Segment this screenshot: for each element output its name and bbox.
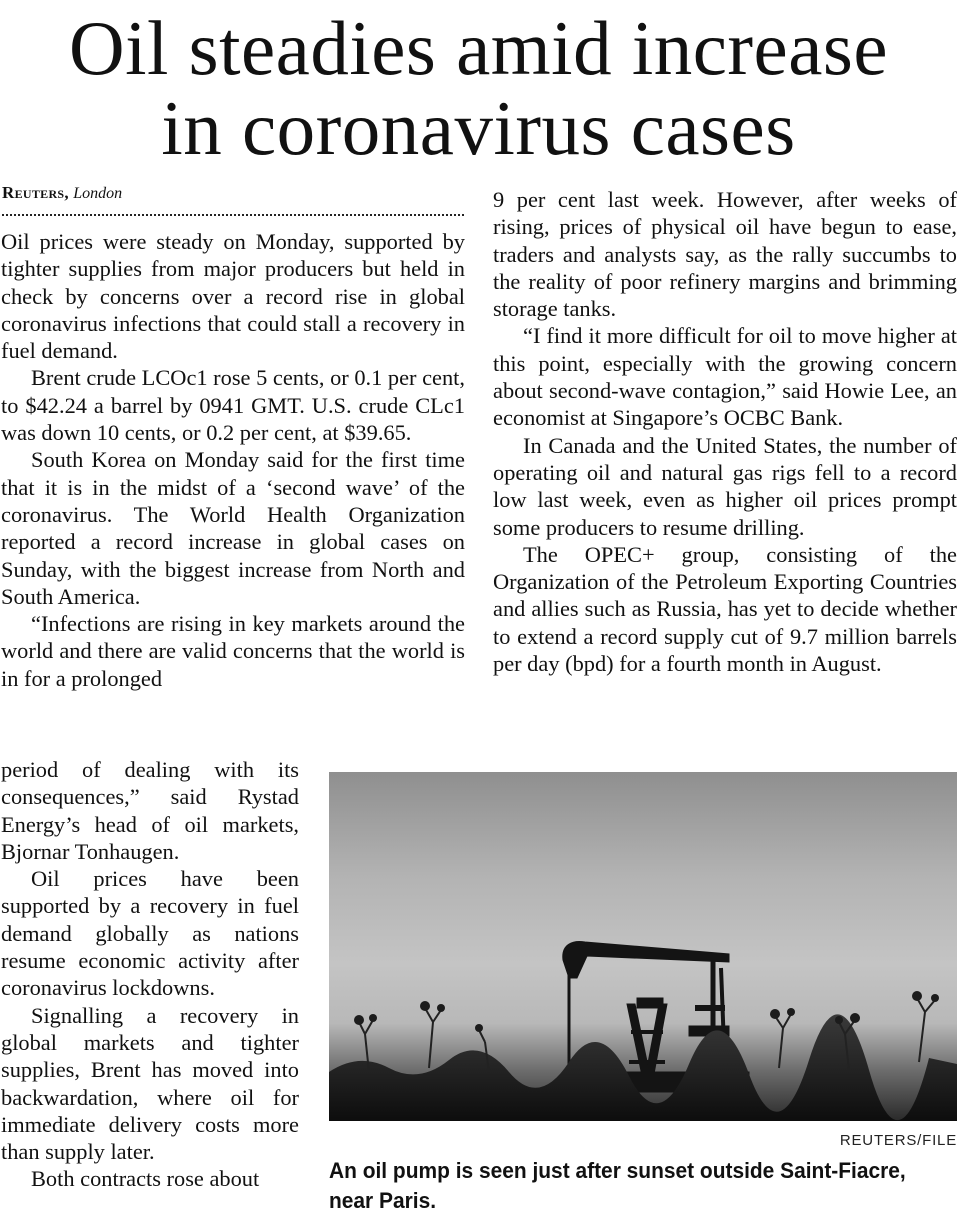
paragraph: Brent crude LCOc1 rose 5 cents, or 0.1 per cent, to $42.24 a barrel by 0941 GMT. U.S. crude CLc1 was down 10 cents, or 0.2 per cent, at $39.65. [1,365,465,446]
paragraph: South Korea on Monday said for the first time that it is in the midst of a ‘second wave’ of the coronavirus. The World Health Organization reported a record increase in global cases on Sunday, with the biggest increase from North and South America. [1,447,465,609]
paragraph: Oil prices have been supported by a recovery in fuel demand globally as nations resume economic activity after coronavirus lockdowns. [1,866,299,1001]
paragraph: “Infections are rising in key markets around the world and there are valid concerns that the world is in for a prolonged [1,611,465,691]
paragraph: In Canada and the United States, the number of operating oil and natural gas rigs fell to a record low last week, even as higher oil prices prompt some producers to resume drilling. [493,432,957,540]
article-column-2 [493,186,957,677]
byline-location: London [73,185,123,202]
paragraph: The OPEC+ group, consisting of the Organization of the Petroleum Exporting Countries and allies such as Russia, has yet to decide whether to extend a record supply cut of 9.7 million barrels per day (bpd) for a fourth month in August. [493,541,957,677]
paragraph: Both contracts rose about [31,1166,260,1192]
photo-caption: An oil pump is seen just after sunset outside Saint-Fiacre, near Paris. [329,1158,906,1213]
oil-pump-silhouette [329,772,957,1121]
headline [0,5,957,171]
paragraph: “I find it more difficult for oil to move higher at this point, especially with the growing concern about second-wave contagion,” said Howie Lee, an economist at Singapore’s OCBC Bank. [493,323,957,431]
article-column-1 [1,228,465,692]
headline-line-2: in coronavirus cases [161,85,796,171]
article-column-1-continued [1,756,299,1193]
oil-pump-photo [329,772,957,1121]
paragraph: Oil prices were steady on Monday, supported by tighter supplies from major producers but held in check by concerns over a record rise in global coronavirus infections that could stall a recovery in fuel demand. [1,229,465,364]
byline-agency: Reuters, [2,183,69,202]
byline [2,182,464,216]
paragraph: Signalling a recovery in global markets and tighter supplies, Brent has moved into backwardation, where oil for immediate delivery costs more than supply later. [1,1002,299,1165]
photo-credit: REUTERS/FILE [839,1132,957,1149]
paragraph: 9 per cent last week. However, after weeks of rising, prices of physical oil have begun to ease, traders and analysts say, as the rally succumbs to the reality of poor refinery margins and brimming storage tanks. [493,187,957,322]
paragraph: period of dealing with its consequences,” said Rystad Energy’s head of oil markets, Bjornar Tonhaugen. [1,757,299,864]
headline-line-1: Oil steadies amid increase [68,5,889,91]
